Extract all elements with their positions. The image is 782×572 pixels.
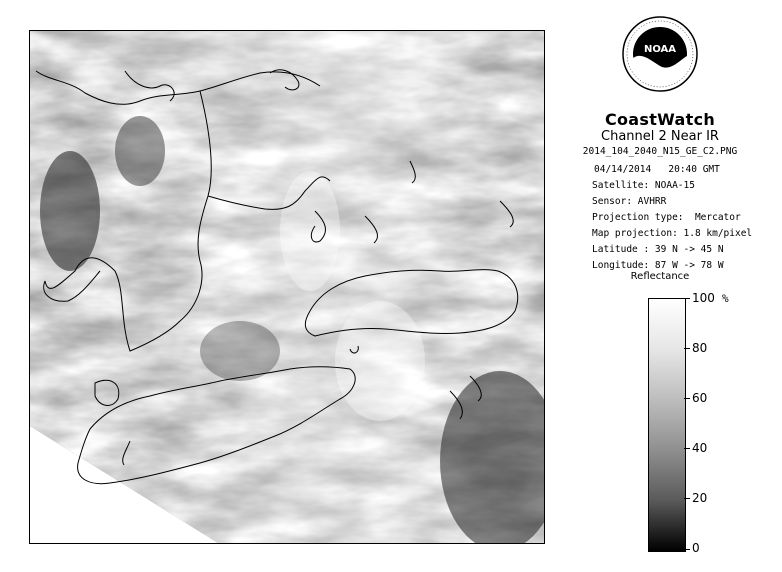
projection-type-line: Projection type: Mercator — [592, 212, 741, 223]
colorbar-tick-label: 60 — [692, 391, 708, 405]
colorbar-tick-label: 20 — [692, 491, 708, 505]
colorbar-tick — [684, 448, 690, 449]
colorbar-label: Reflectance — [630, 271, 690, 282]
colorbar-tick-label: 0 — [692, 541, 700, 555]
logo-text: NOAA — [643, 44, 677, 55]
cloud-imagery — [30, 31, 544, 543]
colorbar-tick-label: 100 — [692, 291, 715, 305]
satellite-map-svg — [30, 31, 544, 543]
noaa-logo-icon — [622, 16, 698, 92]
satellite-image — [29, 30, 545, 544]
longitude-line: Longitude: 87 W -> 78 W — [592, 260, 724, 271]
reflectance-colorbar — [648, 298, 686, 552]
colorbar-tick — [684, 398, 690, 399]
latitude-line: Latitude : 39 N -> 45 N — [592, 244, 724, 255]
colorbar-tick-label: 80 — [692, 341, 708, 355]
product-title: CoastWatch — [604, 110, 716, 129]
channel-subtitle: Channel 2 Near IR — [601, 129, 719, 144]
colorbar-tick — [684, 298, 690, 299]
sensor-line: Sensor: AVHRR — [592, 196, 667, 207]
date-value: 04/14/2014 — [594, 164, 652, 175]
date-time-line — [594, 164, 720, 175]
colorbar-tick — [684, 498, 690, 499]
colorbar-tick-label: 40 — [692, 441, 708, 455]
map-projection-line: Map projection: 1.8 km/pixel — [592, 228, 753, 239]
colorbar-tick — [684, 348, 690, 349]
time-value: 20:40 GMT — [668, 164, 720, 175]
colorbar-unit: % — [722, 292, 729, 305]
colorbar-tick — [684, 549, 690, 550]
file-name: 2014_104_2040_N15_GE_C2.PNG — [582, 146, 738, 157]
satellite-line: Satellite: NOAA-15 — [592, 180, 695, 191]
